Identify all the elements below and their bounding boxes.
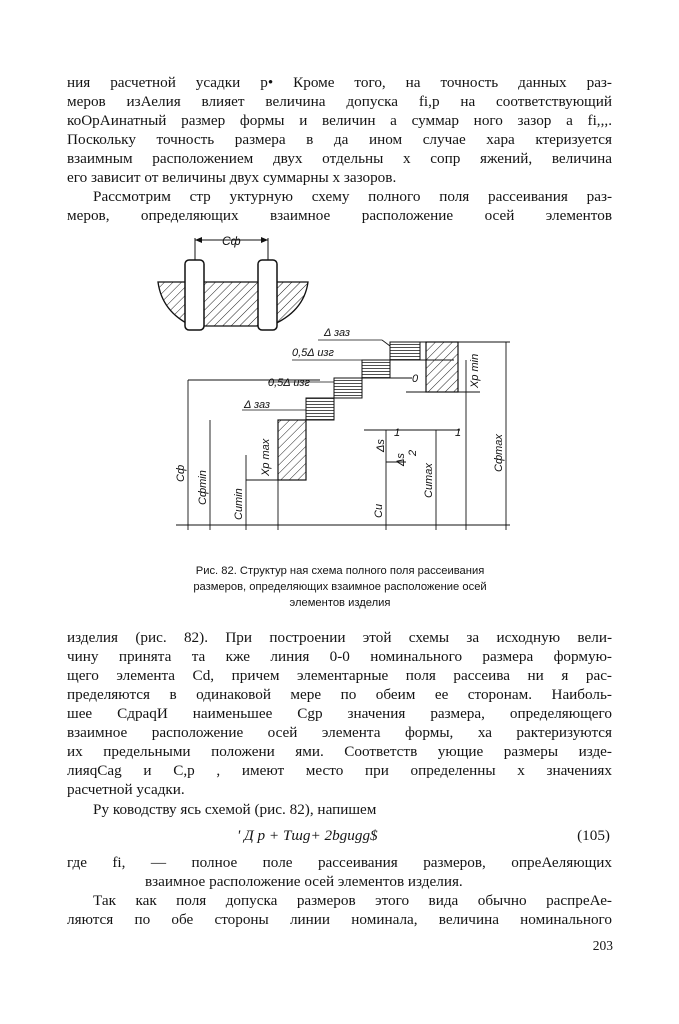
text-line: Рассмотрим стр уктурную схему полного поля рассеивания раз-: [93, 188, 612, 205]
label-c-f-max: Cфmax: [493, 434, 505, 472]
label-half-delta-izg: 0,5Δ изг: [268, 377, 310, 389]
label-delta-s: Δs: [375, 439, 387, 452]
figure-structural-scheme: [150, 220, 530, 560]
text-line: лияqCag и C,р , имеют место при определенны х значениях: [67, 762, 612, 779]
text-line: расчетной усадки.: [67, 781, 185, 798]
text-line: изделия (рис. 82). При построении этой схемы за исходную вели-: [67, 629, 612, 646]
label-half-delta-izg-top: 0,5Δ изг: [292, 347, 334, 359]
label-c-u: Cu: [373, 503, 385, 518]
text-line: меров изАелия влияет величина допуска fi,р на соответствующий: [67, 93, 612, 110]
text-line: где fi, — полное поле рассеивания размеров, опреАеляющих: [67, 854, 612, 871]
text-line: Поскольку точность размера в да ином случае хара ктеризуется: [67, 131, 612, 148]
label-delta-zaz-top: Δ заз: [324, 327, 351, 339]
label-xp-max: Xp max: [260, 438, 272, 476]
paragraph-fifth: [67, 853, 612, 891]
paragraph-third: [67, 628, 612, 799]
part-sketch: [158, 234, 308, 330]
text-line: их предельными положени ями. Соответств ующие размеры изде-: [67, 743, 612, 760]
paragraph-fourth: [67, 800, 612, 819]
label-c-u-min: Cumin: [233, 488, 245, 520]
text-line: его зависит от величины двух суммарны х зазоров.: [67, 169, 397, 186]
paragraph-sixth: [67, 891, 612, 929]
label-one-right: 1: [455, 427, 462, 439]
label-xp-min: Xp min: [469, 353, 481, 388]
figure-caption: [140, 563, 540, 611]
formula-expression: ' Д р + Tшg+ 2bgugg$: [237, 827, 378, 844]
text-line: коОрАинатный размер формы и величин а суммар ного зазор а fi,,,.: [67, 112, 612, 129]
text-line: Так как поля допуска размеров этого вида обычно распреАе-: [93, 892, 612, 909]
text-line: меров, определяющих взаимное расположение осей элементов: [67, 207, 612, 224]
page-number: 203: [592, 938, 613, 953]
text-line: ляются по обе стороны линии номинала, величина номинального: [67, 911, 612, 928]
label-c-f: Cф: [175, 464, 187, 482]
tolerance-fields: [278, 342, 458, 480]
text-line: взаимное расположение осей элемента формы, ха рактеризуются: [67, 724, 612, 741]
label-c-f-top: Cф: [222, 234, 241, 248]
label-zero: 0: [412, 373, 419, 385]
text-line: Ру ководству ясь схемой (рис. 82), напишем: [93, 801, 377, 818]
text-line: чину принята та кже линия 0-0 номинального размера формую-: [67, 648, 612, 665]
caption-line: Рис. 82. Структур ная схема полного поля рассеивания: [195, 565, 485, 577]
caption-line: размеров, определяющих взаимное расположение осей: [193, 581, 487, 593]
label-c-f-min: Cфmin: [197, 470, 209, 505]
label-delta-s-half-den: 2: [407, 449, 419, 456]
label-one-left: 1: [394, 427, 401, 439]
caption-line: элементов изделия: [289, 597, 391, 609]
label-c-u-max: Cumax: [423, 463, 435, 498]
label-delta-s-half-num: Δs: [395, 453, 407, 466]
text-line: взаимное расположение осей элементов изделия.: [145, 873, 463, 890]
text-line: щего элемента Cd, причем элементарные поля рассеива ни я рас-: [67, 667, 612, 684]
paragraph-top: [67, 73, 612, 187]
text-line: ния расчетной усадки р• Кроме того, на точность данных раз-: [67, 74, 612, 91]
label-delta-zaz: Δ заз: [244, 399, 271, 411]
text-line: шее СдрaqИ наименьшее Сgр значения размера, определяющего: [67, 705, 612, 722]
formula-number: (105): [577, 827, 610, 844]
text-line: взаимным расположением двух отдельны х сопр яжений, величина: [67, 150, 612, 167]
text-line: пределяются в одинаковой мере по обеим ее сторонам. Наиболь-: [67, 686, 612, 703]
